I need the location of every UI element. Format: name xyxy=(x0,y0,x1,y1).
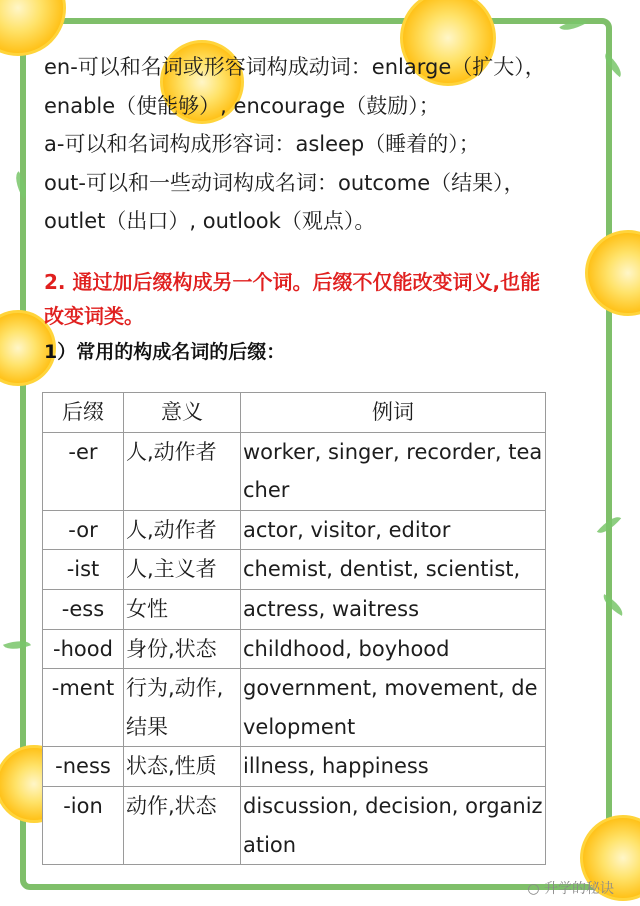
table-row xyxy=(43,786,546,864)
meaning-cell: 行为,动作,结果 xyxy=(124,669,241,747)
examples-cell: chemist, dentist, scientist, xyxy=(241,550,546,590)
suffix-cell: -ist xyxy=(43,550,124,590)
examples-cell: illness, happiness xyxy=(241,747,546,787)
meaning-cell: 状态,性质 xyxy=(124,747,241,787)
section-heading-line: 2. 通过加后缀构成另一个词。后缀不仅能改变词义,也能 xyxy=(44,269,541,294)
paragraph-line: a-可以和名词构成形容词：asleep（睡着的）； xyxy=(44,132,480,156)
watermark-text: 升学的秘诀 xyxy=(544,881,614,897)
suffix-cell: -ment xyxy=(43,669,124,747)
examples-cell: worker, singer, recorder, teacher xyxy=(241,432,546,510)
table-row xyxy=(43,669,546,747)
suffix-cell: -hood xyxy=(43,629,124,669)
examples-cell: childhood, boyhood xyxy=(241,629,546,669)
column-header-meaning: 意义 xyxy=(124,393,241,433)
meaning-cell: 身份,状态 xyxy=(124,629,241,669)
examples-cell: discussion, decision, organization xyxy=(241,786,546,864)
table-row xyxy=(43,550,546,590)
paragraph-line: out-可以和一些动词构成名词：outcome（结果）， xyxy=(44,170,525,195)
meaning-cell: 人,动作者 xyxy=(124,432,241,510)
table-row xyxy=(43,747,546,787)
watermark xyxy=(527,878,614,898)
suffix-cell: -or xyxy=(43,510,124,550)
column-header-suffix: 后缀 xyxy=(43,393,124,433)
sub-heading: 1）常用的构成名词的后缀： xyxy=(44,340,286,363)
examples-cell: actor, visitor, editor xyxy=(241,510,546,550)
suffix-cell: -ion xyxy=(43,786,124,864)
table-row xyxy=(43,510,546,550)
suffix-table xyxy=(42,392,546,865)
section-heading-line: 改变词类。 xyxy=(44,303,144,328)
meaning-cell: 人,动作者 xyxy=(124,510,241,550)
column-header-examples: 例词 xyxy=(241,393,546,433)
paragraph-line: outlet（出口）, outlook（观点）。 xyxy=(44,209,376,233)
meaning-cell: 人,主义者 xyxy=(124,550,241,590)
meaning-cell: 动作,状态 xyxy=(124,786,241,864)
table-row xyxy=(43,589,546,629)
table-row xyxy=(43,629,546,669)
examples-cell: actress, waitress xyxy=(241,589,546,629)
suffix-cell: -er xyxy=(43,432,124,510)
suffix-cell: -ness xyxy=(43,747,124,787)
examples-cell: government, movement, development xyxy=(241,669,546,747)
section-heading xyxy=(44,265,604,333)
suffix-cell: -ess xyxy=(43,589,124,629)
meaning-cell: 女性 xyxy=(124,589,241,629)
paragraph-line: enable（使能够）, encourage（鼓励）； xyxy=(44,93,440,118)
wechat-icon: ○ xyxy=(527,881,540,897)
table-row xyxy=(43,432,546,510)
article-content xyxy=(44,48,604,369)
table-header-row xyxy=(43,393,546,433)
paragraph-line: en-可以和名词或形容词构成动词：enlarge（扩大）， xyxy=(44,55,546,79)
